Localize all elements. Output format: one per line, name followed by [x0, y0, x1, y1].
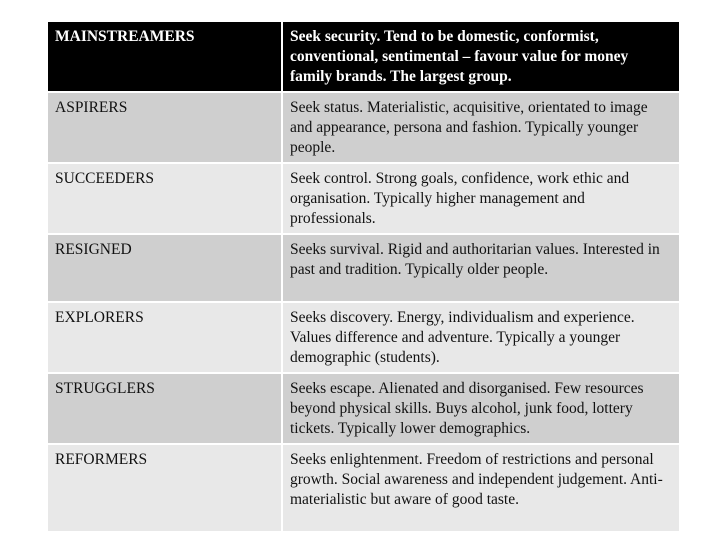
table-row: [48, 93, 679, 164]
segment-description-cell: Seeks discovery. Energy, individualism and experience. Values difference and adventure. Typically a younger demographic (students).: [283, 303, 679, 374]
table-row: [48, 445, 679, 533]
segment-description-cell: Seek control. Strong goals, confidence, work ethic and organisation. Typically higher management and professionals.: [283, 164, 679, 235]
segment-description-cell: Seeks survival. Rigid and authoritarian values. Interested in past and tradition. Typically older people.: [283, 235, 679, 303]
segment-name-cell: MAINSTREAMERS: [48, 22, 283, 93]
consumer-segments-table: [48, 22, 679, 533]
segment-name-cell: RESIGNED: [48, 235, 283, 303]
segment-description-cell: Seeks escape. Alienated and disorganised. Few resources beyond physical skills. Buys alcohol, junk food, lottery tickets. Typically lower demographics.: [283, 374, 679, 445]
segment-name-cell: ASPIRERS: [48, 93, 283, 164]
table-row: [48, 374, 679, 445]
segment-description-cell: Seek security. Tend to be domestic, conformist, conventional, sentimental – favour value for money family brands. The largest group.: [283, 22, 679, 93]
table-row: [48, 235, 679, 303]
segment-name-cell: EXPLORERS: [48, 303, 283, 374]
segment-description-cell: Seek status. Materialistic, acquisitive, orientated to image and appearance, persona and fashion. Typically younger people.: [283, 93, 679, 164]
segment-description-cell: Seeks enlightenment. Freedom of restrictions and personal growth. Social awareness and independent judgement. Anti-materialistic but aware of good taste.: [283, 445, 679, 533]
table-row: [48, 303, 679, 374]
segment-name-cell: SUCCEEDERS: [48, 164, 283, 235]
table-header-row: [48, 22, 679, 93]
table-row: [48, 164, 679, 235]
segment-name-cell: STRUGGLERS: [48, 374, 283, 445]
segment-name-cell: REFORMERS: [48, 445, 283, 533]
